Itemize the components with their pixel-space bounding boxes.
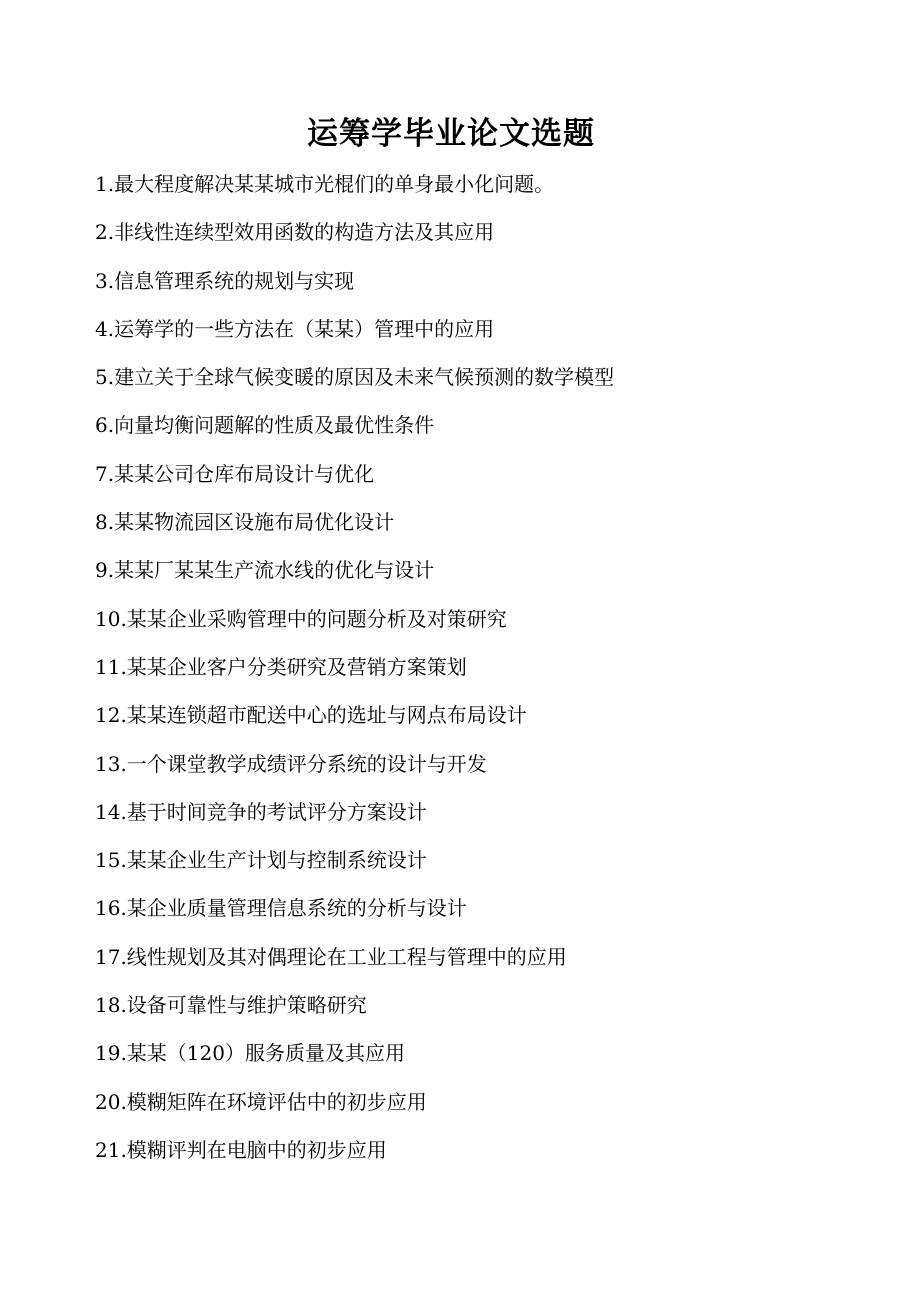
topic-item: 18.设备可靠性与维护策略研究: [95, 993, 367, 1018]
topic-item: 11.某某企业客户分类研究及营销方案策划: [95, 654, 467, 679]
topic-item: 16.某企业质量管理信息系统的分析与设计: [95, 896, 467, 921]
topic-item: 15.某某企业生产计划与控制系统设计: [95, 848, 427, 873]
topic-item: 6.向量均衡问题解的性质及最优性条件: [95, 413, 435, 438]
topic-item: 3.信息管理系统的规划与实现: [95, 268, 355, 293]
topic-item: 12.某某连锁超市配送中心的选址与网点布局设计: [95, 703, 527, 728]
topic-item: 8.某某物流园区设施布局优化设计: [95, 510, 395, 535]
topic-item: 21.模糊评判在电脑中的初步应用: [95, 1137, 387, 1162]
topic-item: 7.某某公司仓库布局设计与优化: [95, 461, 375, 486]
document-title: 运筹学毕业论文选题: [307, 116, 595, 152]
topic-item: 14.基于时间竞争的考试评分方案设计: [95, 799, 427, 824]
topic-item: 2.非线性连续型效用函数的构造方法及其应用: [95, 220, 495, 245]
topic-item: 20.模糊矩阵在环境评估中的初步应用: [95, 1089, 427, 1114]
topic-item: 4.运筹学的一些方法在（某某）管理中的应用: [95, 316, 495, 341]
topic-item: 13.一个课堂教学成绩评分系统的设计与开发: [95, 751, 487, 776]
topic-item: 1.最大程度解决某某城市光棍们的单身最小化问题。: [95, 172, 555, 196]
topic-item: 19.某某（120）服务质量及其应用: [95, 1041, 405, 1066]
topic-item: 10.某某企业采购管理中的问题分析及对策研究: [95, 606, 507, 631]
topic-item: 17.线性规划及其对偶理论在工业工程与管理中的应用: [95, 944, 567, 969]
topic-item: 9.某某厂某某生产流水线的优化与设计: [95, 558, 435, 583]
topic-item: 5.建立关于全球气候变暖的原因及未来气候预测的数学模型: [95, 365, 615, 390]
topic-list: [95, 168, 614, 1182]
